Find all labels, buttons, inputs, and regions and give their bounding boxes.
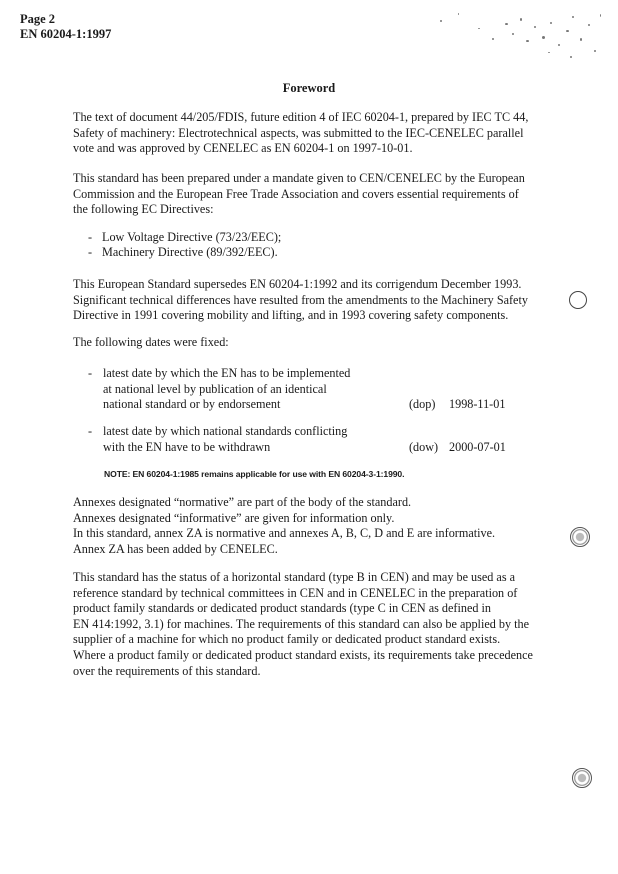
punch-hole-mark	[569, 291, 587, 309]
date-item-dow	[88, 424, 518, 458]
dash-bullet: -	[88, 230, 93, 244]
text-line: Commission and the European Free Trade Association and covers essential requirements of	[73, 186, 519, 201]
text-line: over the requirements of this standard.	[73, 663, 261, 678]
dash-bullet: -	[88, 366, 93, 380]
text-line: with the EN have to be withdrawn	[103, 439, 271, 454]
text-line: latest date by which national standards conflicting	[103, 424, 348, 438]
text-line: vote and was approved by CENELEC as EN 60204-1 on 1997-10-01.	[73, 141, 413, 156]
text-line: Directive in 1991 covering mobility and lifting, and in 1993 covering safety components.	[73, 308, 509, 323]
scan-noise	[430, 8, 610, 68]
directive-label: Low Voltage Directive (73/23/EEC);	[102, 230, 282, 244]
text-line: EN 414:1992, 3.1) for machines. The requirements of this standard can also be applied by the	[73, 616, 530, 631]
text-line: Safety of machinery: Electrotechnical aspects, was submitted to the IEC-CENELEC parallel	[73, 125, 524, 140]
text-line: This European Standard supersedes EN 60204-1:1992 and its corrigendum December 1993.	[73, 277, 522, 291]
text-line: In this standard, annex ZA is normative and annexes A, B, C, D and E are informative.	[73, 526, 496, 541]
document-number: EN 60204-1:1997	[20, 27, 112, 41]
dash-bullet: -	[88, 245, 93, 259]
scan-stamp-mark	[570, 527, 590, 547]
scan-stamp-mark	[572, 768, 592, 788]
list-item	[88, 230, 281, 246]
text-line: Where a product family or dedicated product standard exists, its requirements take precedence	[73, 647, 533, 662]
date-item-dop	[88, 366, 518, 414]
date-value: 1998-11-01	[449, 397, 506, 411]
text-line: This standard has the status of a horizontal standard (type B in CEN) and may be used as a	[73, 570, 516, 584]
paragraph-status	[73, 570, 553, 679]
date-code: (dop)	[409, 397, 436, 411]
date-code: (dow)	[409, 440, 439, 454]
text-line: reference standard by technical committees in CEN and in CENELEC in the preparation of	[73, 585, 518, 600]
date-description	[103, 366, 383, 413]
list-item	[88, 245, 278, 261]
paragraph-dates-intro: The following dates were fixed:	[73, 335, 229, 349]
directive-label: Machinery Directive (89/392/EEC).	[102, 245, 278, 259]
date-value: 2000-07-01	[449, 440, 506, 454]
page-number: Page 2	[20, 12, 56, 26]
text-line: Annexes designated “informative” are given for information only.	[73, 510, 395, 525]
date-description	[103, 424, 383, 455]
text-line: latest date by which the EN has to be implemented	[103, 366, 351, 380]
dash-bullet: -	[88, 424, 93, 438]
text-line: the following EC Directives:	[73, 202, 214, 217]
text-line: Significant technical differences have resulted from the amendments to the Machinery Safety	[73, 292, 528, 307]
text-line: The text of document 44/205/FDIS, future edition 4 of IEC 60204-1, prepared by IEC TC 44,	[73, 110, 529, 124]
paragraph-intro	[73, 110, 553, 157]
text-line: Annexes designated “normative” are part of the body of the standard.	[73, 495, 412, 509]
paragraph-mandate	[73, 171, 553, 218]
text-line: supplier of a machine for which no product family or dedicated product standard exists.	[73, 632, 501, 647]
note: NOTE: EN 60204-1:1985 remains applicable for use with EN 60204-3-1:1990.	[104, 469, 405, 479]
text-line: at national level by publication of an identical	[103, 381, 327, 396]
text-line: This standard has been prepared under a mandate given to CEN/CENELEC by the European	[73, 171, 525, 185]
text-line: national standard or by endorsement	[103, 397, 281, 412]
paragraph-supersedes	[73, 277, 553, 324]
text-line: Annex ZA has been added by CENELEC.	[73, 541, 278, 556]
text-line: product family standards or dedicated product standards (type C in CEN as defined in	[73, 601, 491, 616]
paragraph-annexes	[73, 495, 553, 557]
page-title: Foreword	[282, 81, 336, 95]
